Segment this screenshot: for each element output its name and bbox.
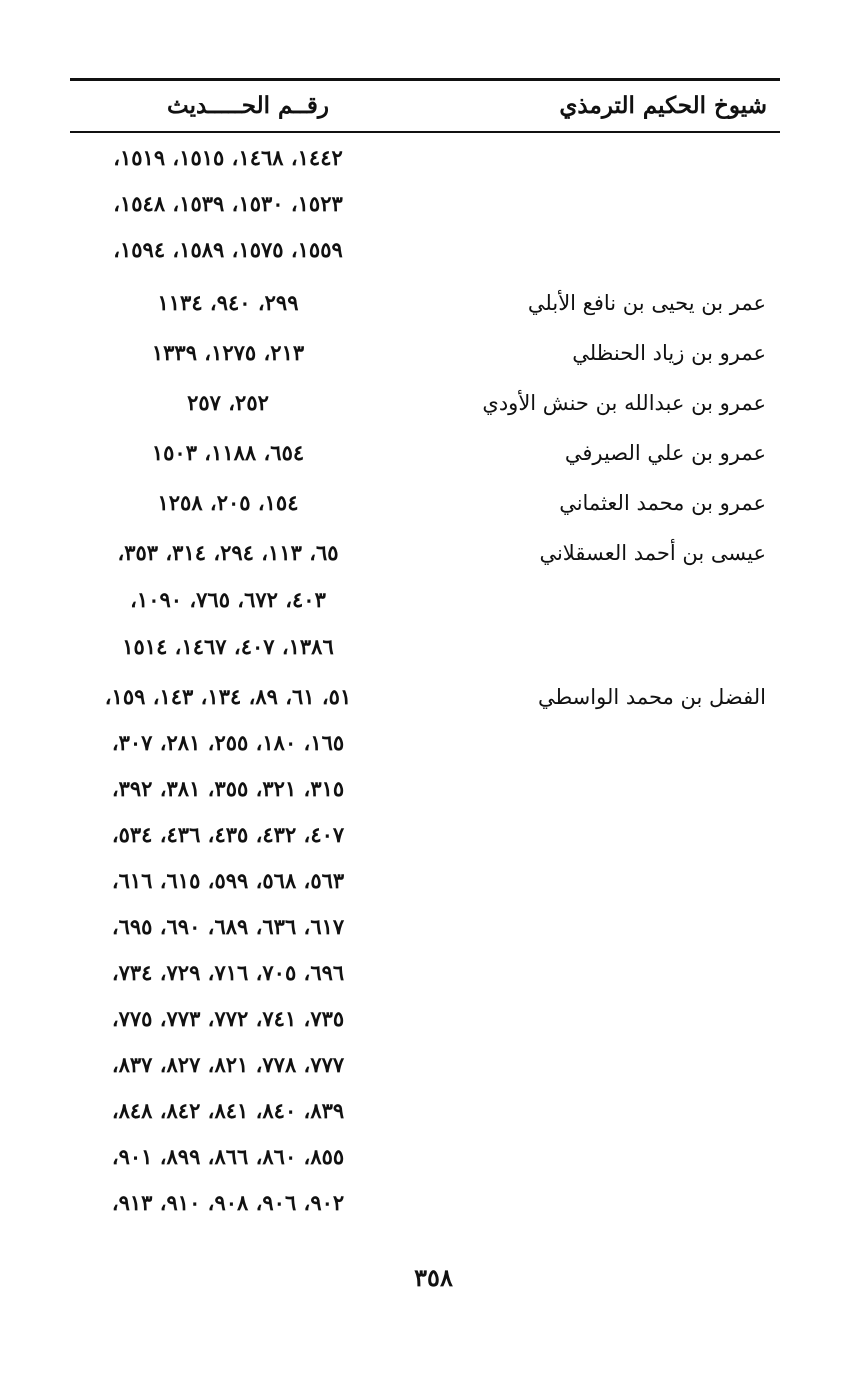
table-row [70, 383, 780, 423]
hadith-numbers: ٤٠٧، ٤٣٢، ٤٣٥، ٤٣٦، ٥٣٤، [111, 822, 345, 847]
hadith-numbers: ٦٩٦، ٧٠٥، ٧١٦، ٧٢٩، ٧٣٤، [111, 960, 345, 985]
sheikh-name: عمر بن يحيى بن نافع الأبلي [527, 291, 766, 315]
table-row [70, 677, 780, 717]
hadith-numbers: ٥١، ٦١، ٨٩، ١٣٤، ١٤٣، ١٥٩، [104, 684, 352, 709]
table-row [70, 138, 780, 178]
table-row [70, 769, 780, 809]
table-row [70, 1045, 780, 1085]
hadith-numbers: ١٥٢٣، ١٥٣٠، ١٥٣٩، ١٥٤٨، [113, 191, 343, 216]
hadith-numbers: ٧٣٥، ٧٤١، ٧٧٢، ٧٧٣، ٧٧٥، [111, 1006, 345, 1031]
hadith-numbers: ٤٠٣، ٦٧٢، ٧٦٥، ١٠٩٠، [130, 587, 326, 612]
hadith-numbers: ١٣٨٦، ٤٠٧، ١٤٦٧، ١٥١٤ [122, 634, 334, 659]
hadith-numbers: ١٥٤، ٢٠٥، ١٢٥٨ [157, 490, 299, 515]
page-number: ٣٥٨ [414, 1263, 453, 1292]
hadith-numbers: ١٦٥، ١٨٠، ٢٥٥، ٢٨١، ٣٠٧، [111, 730, 345, 755]
hadith-numbers: ٦٥، ١١٣، ٢٩٤، ٣١٤، ٣٥٣، [117, 540, 339, 565]
hadith-numbers: ٩٠٢، ٩٠٦، ٩٠٨، ٩١٠، ٩١٣، [111, 1190, 345, 1215]
sheikh-name: الفضل بن محمد الواسطي [537, 685, 766, 709]
hadith-numbers: ٧٧٧، ٧٧٨، ٨٢١، ٨٢٧، ٨٣٧، [111, 1052, 345, 1077]
hadith-numbers: ٢٩٩، ٩٤٠، ١١٣٤ [157, 290, 299, 315]
table-row [70, 184, 780, 224]
table-row [70, 1183, 780, 1223]
hadith-numbers: ٣١٥، ٣٢١، ٣٥٥، ٣٨١، ٣٩٢، [111, 776, 345, 801]
table-row [70, 815, 780, 855]
table-row [70, 433, 780, 473]
top-rule [70, 78, 780, 81]
sheikh-name: عيسى بن أحمد العسقلاني [539, 541, 766, 565]
table-row [70, 1091, 780, 1131]
hadith-numbers: ٢٥٢، ٢٥٧ [187, 390, 269, 415]
table-row [70, 999, 780, 1039]
table-row [70, 1137, 780, 1177]
table-row [70, 230, 780, 270]
table-row [70, 580, 780, 620]
table-row [70, 283, 780, 323]
sheikh-name: عمرو بن زياد الحنظلي [572, 341, 766, 365]
table-row [70, 533, 780, 573]
table-row [70, 627, 780, 667]
table-row [70, 333, 780, 373]
hadith-numbers: ٢١٣، ١٢٧٥، ١٣٣٩ [151, 340, 305, 365]
table-row [70, 953, 780, 993]
table-row [70, 723, 780, 763]
table-row [70, 861, 780, 901]
hadith-numbers: ٥٦٣، ٥٦٨، ٥٩٩، ٦١٥، ٦١٦، [111, 868, 345, 893]
column-header-names: شيوخ الحكيم الترمذي [559, 92, 767, 119]
hadith-numbers: ٨٣٩، ٨٤٠، ٨٤١، ٨٤٢، ٨٤٨، [111, 1098, 345, 1123]
column-header-numbers: رقــم الحـــــديث [167, 92, 329, 119]
hadith-numbers: ١٥٥٩، ١٥٧٥، ١٥٨٩، ١٥٩٤، [113, 237, 343, 262]
hadith-numbers: ٨٥٥، ٨٦٠، ٨٦٦، ٨٩٩، ٩٠١، [111, 1144, 345, 1169]
hadith-numbers: ٦٥٤، ١١٨٨، ١٥٠٣ [151, 440, 305, 465]
sheikh-name: عمرو بن علي الصيرفي [564, 441, 766, 465]
hadith-numbers: ٦١٧، ٦٣٦، ٦٨٩، ٦٩٠، ٦٩٥، [111, 914, 345, 939]
sheikh-name: عمرو بن عبدالله بن حنش الأودي [482, 391, 766, 415]
sheikh-name: عمرو بن محمد العثماني [559, 491, 766, 515]
hadith-numbers: ١٤٤٢، ١٤٦٨، ١٥١٥، ١٥١٩، [113, 145, 343, 170]
table-row [70, 483, 780, 523]
header-rule [70, 131, 780, 133]
table-row [70, 907, 780, 947]
